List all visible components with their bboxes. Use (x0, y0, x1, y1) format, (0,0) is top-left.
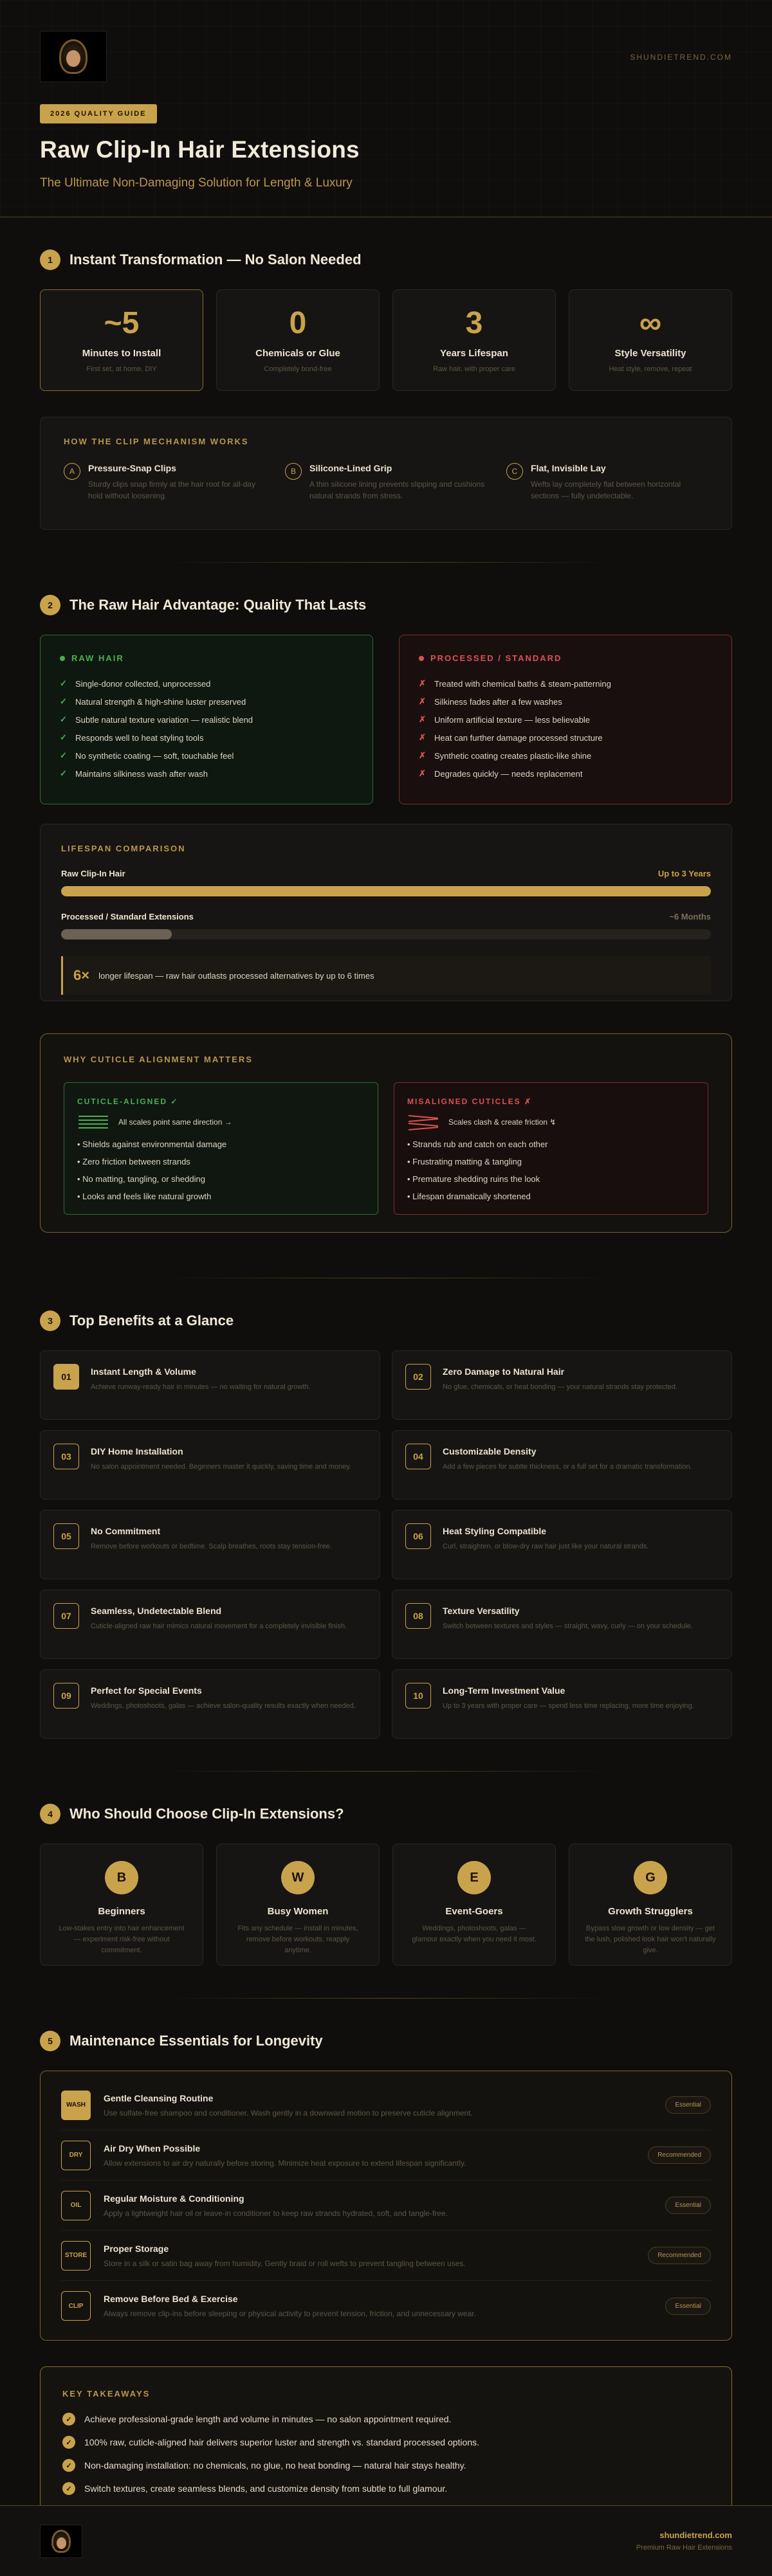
audience-title: Beginners (98, 1906, 145, 1917)
audience-card (569, 1844, 732, 1966)
bar-label: Raw Clip-In Hair (61, 869, 125, 878)
stat-value: 0 (289, 306, 307, 340)
check-icon: ✓ (60, 750, 67, 760)
progress-fill (61, 929, 172, 939)
benefit-card (392, 1510, 732, 1579)
benefit-number: 10 (405, 1683, 431, 1709)
benefit-number: 02 (405, 1364, 431, 1390)
stat-value: ∞ (639, 306, 662, 340)
audience-letter-badge: B (105, 1861, 138, 1894)
processed-hair-item (419, 693, 712, 711)
letter-badge: C (506, 463, 523, 480)
processed-hair-item (419, 747, 712, 765)
stat-sub: First set, at home, DIY (86, 365, 157, 373)
stat-label: Chemicals or Glue (255, 348, 340, 359)
stat-card (216, 289, 380, 391)
benefit-number: 07 (53, 1603, 79, 1629)
cuticle-misaligned-box (394, 1082, 708, 1215)
status-dot-icon (419, 656, 424, 661)
status-dot-icon (60, 656, 65, 661)
audience-title: Event-Goers (445, 1906, 503, 1917)
takeaway-item (62, 2431, 710, 2454)
check-icon: ✓ (62, 2459, 75, 2472)
benefit-number: 09 (53, 1683, 79, 1709)
section-maintenance (0, 2031, 772, 2541)
maintenance-text: Use sulfate-free shampoo and conditioner. Wash gently in a downward motion to preserve cuticle alignment. (104, 2108, 473, 2118)
maintenance-title: Gentle Cleansing Routine (104, 2092, 214, 2103)
check-icon: ✓ (62, 2436, 75, 2449)
processed-heading: PROCESSED / STANDARD (430, 653, 562, 663)
maintenance-title: Regular Moisture & Conditioning (104, 2193, 244, 2204)
raw-hair-item (60, 693, 353, 711)
check-icon: ✓ (62, 2413, 75, 2426)
cross-icon: ✗ (419, 678, 426, 688)
mechanism-title: Flat, Invisible Lay (531, 463, 606, 473)
takeaway-text: 100% raw, cuticle-aligned hair delivers superior luster and strength vs. standard processed options. (84, 2437, 479, 2447)
priority-badge: Recommended (648, 2247, 711, 2264)
cuticle-misaligned-item: • Premature shedding ruins the look (407, 1174, 540, 1184)
benefit-card (40, 1590, 380, 1659)
processed-hair-item (419, 675, 712, 693)
benefit-title: No Commitment (91, 1526, 161, 1536)
priority-badge: Essential (665, 2197, 711, 2214)
stat-sub: Completely bond-free (264, 365, 332, 373)
benefit-number: 01 (53, 1364, 79, 1390)
raw-hair-item (60, 729, 353, 747)
audience-grid (40, 1844, 732, 1966)
raw-hair-item-text: Responds well to heat styling tools (75, 732, 204, 743)
page-title: Raw Clip-In Hair Extensions (40, 136, 360, 163)
benefit-text: No glue, chemicals, or heat bonding — your natural strands stay protected. (443, 1383, 678, 1391)
benefits-grid (40, 1350, 732, 1739)
hero-header (0, 0, 772, 217)
benefit-text: Achieve runway-ready hair in minutes — no waiting for natural growth. (91, 1383, 311, 1391)
page-footer (0, 2505, 772, 2576)
check-icon: ✓ (60, 714, 67, 724)
stat-sub: Heat style, remove, repeat (609, 365, 692, 373)
clip-mechanism-panel (40, 417, 732, 530)
benefit-number: 05 (53, 1523, 79, 1549)
takeaways-caption: KEY TAKEAWAYS (62, 2389, 151, 2399)
mechanism-item (506, 463, 708, 502)
stat-sub: Raw hair, with proper care (433, 365, 515, 373)
audience-card (216, 1844, 380, 1966)
audience-letter-badge: W (281, 1861, 315, 1894)
section-title: Instant Transformation — No Salon Needed (69, 251, 362, 268)
footer-logo[interactable] (40, 2525, 82, 2558)
processed-hair-item-text: Degrades quickly — needs replacement (434, 768, 583, 779)
processed-hair-item (419, 711, 712, 729)
audience-letter-badge: E (457, 1861, 491, 1894)
benefit-text: No salon appointment needed. Beginners master it quickly, saving time and money. (91, 1463, 351, 1471)
bar-value: ~6 Months (669, 912, 711, 921)
benefit-number: 03 (53, 1444, 79, 1469)
bar-value: Up to 3 Years (657, 869, 711, 878)
cross-icon: ✗ (419, 732, 426, 742)
stat-value: 3 (465, 306, 483, 340)
benefit-text: Switch between textures and styles — straight, wavy, curly — on your schedule. (443, 1622, 693, 1630)
processed-hair-item-text: Treated with chemical baths & steam-patterning (434, 678, 611, 689)
stat-label: Years Lifespan (440, 348, 508, 359)
lifespan-note (61, 956, 711, 995)
benefit-number: 06 (405, 1523, 431, 1549)
processed-hair-item-text: Heat can further damage processed structure (434, 732, 603, 743)
misaligned-scales-icon (407, 1113, 439, 1131)
footer-url[interactable]: shundietrend.com (659, 2530, 732, 2540)
audience-card (40, 1844, 203, 1966)
benefit-title: DIY Home Installation (91, 1446, 183, 1456)
processed-hair-list (419, 675, 712, 783)
section-divider (161, 1998, 611, 1999)
cuticle-misaligned-heading: MISALIGNED CUTICLES ✗ (407, 1097, 533, 1106)
letter-badge: B (285, 463, 302, 480)
maintenance-list (40, 2071, 732, 2341)
maintenance-item (61, 2080, 711, 2130)
stat-card (392, 289, 556, 391)
mechanism-item (285, 463, 487, 502)
benefit-card (392, 1590, 732, 1659)
maintenance-icon: WASH (61, 2091, 91, 2120)
benefit-card (392, 1430, 732, 1500)
progress-fill (61, 886, 711, 896)
check-icon: ✓ (60, 732, 67, 742)
audience-card (392, 1844, 556, 1966)
processed-hair-item (419, 729, 712, 747)
check-icon: ✓ (62, 2482, 75, 2495)
cross-icon: ✗ (419, 714, 426, 724)
maintenance-text: Store in a silk or satin bag away from humidity. Gently braid or roll wefts to prevent tangling between uses. (104, 2258, 466, 2268)
section-divider (161, 562, 611, 563)
section-number: 2 (40, 595, 60, 615)
cuticle-aligned-heading: CUTICLE-ALIGNED ✓ (77, 1097, 179, 1106)
section-title: Maintenance Essentials for Longevity (69, 2033, 323, 2049)
quality-badge: 2026 QUALITY GUIDE (40, 104, 157, 123)
processed-hair-item-text: Synthetic coating creates plastic-like shine (434, 750, 592, 761)
mechanism-text: Sturdy clips snap firmly at the hair root for all-day hold without loosening. (88, 480, 256, 500)
cross-icon: ✗ (419, 768, 426, 778)
maintenance-icon: CLIP (61, 2291, 91, 2321)
raw-hair-item-text: Subtle natural texture variation — realistic blend (75, 714, 253, 725)
priority-badge: Essential (665, 2096, 711, 2114)
lifespan-bar-processed (61, 912, 711, 939)
brand-logo[interactable] (40, 31, 107, 82)
raw-hair-heading: RAW HAIR (71, 653, 124, 663)
benefit-title: Perfect for Special Events (91, 1685, 202, 1696)
lifespan-bar-raw (61, 869, 711, 896)
aligned-scales-icon (77, 1113, 109, 1131)
processed-hair-item-text: Silkiness fades after a few washes (434, 696, 562, 707)
section-raw-hair-advantage (0, 595, 772, 1233)
maintenance-text: Apply a lightweight hair oil or leave-in conditioner to keep raw strands hydrated, soft, and tangle-free. (104, 2208, 448, 2218)
cuticle-misaligned-item: • Frustrating matting & tangling (407, 1157, 522, 1166)
cuticle-misaligned-item: • Lifespan dramatically shortened (407, 1192, 531, 1201)
section-top-benefits (0, 1311, 772, 1739)
section-number: 3 (40, 1311, 60, 1331)
benefit-text: Up to 3 years with proper care — spend less time replacing, more time enjoying. (443, 1702, 694, 1710)
benefit-number: 04 (405, 1444, 431, 1469)
section-divider (161, 1771, 611, 1772)
stat-value: ~5 (104, 306, 140, 340)
maintenance-text: Always remove clip-ins before sleeping or physical activity to prevent tension, friction, and unnecessary wear. (104, 2309, 476, 2318)
check-icon: ✓ (60, 768, 67, 778)
maintenance-item (61, 2231, 711, 2281)
section-who-should-choose (0, 1804, 772, 1966)
mechanism-title: Silicone-Lined Grip (309, 463, 392, 473)
multiplier-value: 6× (73, 967, 90, 983)
cross-icon: ✗ (419, 750, 426, 760)
site-url[interactable]: SHUNDIETREND.COM (630, 53, 732, 62)
section-number: 4 (40, 1804, 60, 1824)
audience-title: Growth Strugglers (608, 1906, 693, 1917)
benefit-text: Weddings, photoshoots, galas — achieve salon-quality results exactly when needed. (91, 1702, 356, 1710)
takeaway-item (62, 2454, 710, 2477)
bar-label: Processed / Standard Extensions (61, 912, 194, 921)
stat-card (569, 289, 732, 391)
benefit-title: Heat Styling Compatible (443, 1526, 547, 1536)
section-title: Top Benefits at a Glance (69, 1312, 234, 1329)
check-icon: ✓ (60, 678, 67, 688)
raw-hair-item-text: Natural strength & high-shine luster preserved (75, 696, 246, 707)
raw-hair-item-text: Maintains silkiness wash after wash (75, 768, 208, 779)
benefit-card (40, 1350, 380, 1420)
cuticle-caption: WHY CUTICLE ALIGNMENT MATTERS (64, 1055, 253, 1064)
maintenance-title: Proper Storage (104, 2243, 169, 2254)
stats-grid (40, 289, 732, 391)
takeaway-text: Achieve professional-grade length and volume in minutes — no salon appointment required. (84, 2414, 452, 2424)
check-icon: ✓ (60, 696, 67, 706)
mechanism-title: Pressure-Snap Clips (88, 463, 176, 473)
raw-hair-item-text: No synthetic coating — soft, touchable feel (75, 750, 234, 761)
cuticle-misaligned-item: • Strands rub and catch on each other (407, 1139, 548, 1149)
maintenance-icon: DRY (61, 2141, 91, 2170)
benefit-number: 08 (405, 1603, 431, 1629)
benefit-title: Zero Damage to Natural Hair (443, 1366, 565, 1377)
section-number: 1 (40, 249, 60, 270)
benefit-text: Curl, straighten, or blow-dry raw hair just like your natural strands. (443, 1543, 649, 1550)
raw-hair-item (60, 765, 353, 783)
mechanism-text: A thin silicone lining prevents slipping and cushions natural strands from stress. (309, 480, 485, 500)
stat-label: Style Versatility (614, 348, 686, 359)
audience-title: Busy Women (267, 1906, 329, 1917)
stat-label: Minutes to Install (82, 348, 161, 359)
lifespan-comparison-panel (40, 824, 732, 1001)
cuticle-aligned-box (64, 1082, 378, 1215)
raw-hair-list (60, 675, 353, 783)
cuticle-aligned-list (77, 1136, 365, 1205)
processed-hair-item (419, 765, 712, 783)
takeaway-text: Non-damaging installation: no chemicals, no glue, no heat bonding — natural hair stays healthy. (84, 2460, 466, 2471)
benefit-title: Customizable Density (443, 1446, 537, 1456)
maintenance-title: Remove Before Bed & Exercise (104, 2294, 238, 2304)
raw-vs-processed (40, 635, 732, 804)
benefit-text: Remove before workouts or bedtime. Scalp breathes, roots stay tension-free. (91, 1543, 332, 1550)
benefit-card (40, 1669, 380, 1739)
benefit-card (392, 1669, 732, 1739)
benefit-card (392, 1350, 732, 1420)
cuticle-aligned-item: • No matting, tangling, or shedding (77, 1174, 205, 1184)
cuticle-misaligned-list (407, 1136, 695, 1205)
maintenance-item (61, 2281, 711, 2331)
maintenance-item (61, 2181, 711, 2231)
priority-badge: Essential (665, 2298, 711, 2315)
raw-hair-item-text: Single-donor collected, unprocessed (75, 678, 211, 689)
audience-text: Weddings, photoshoots, galas — glamour exactly when you need it most. (412, 1925, 537, 1943)
raw-hair-box (40, 635, 373, 804)
benefit-title: Instant Length & Volume (91, 1366, 196, 1377)
processed-hair-box (399, 635, 732, 804)
benefit-text: Cuticle-aligned raw hair mimics natural movement for a completely invisible finish. (91, 1622, 347, 1630)
maintenance-icon: OIL (61, 2191, 91, 2220)
section-title: Who Should Choose Clip-In Extensions? (69, 1806, 344, 1822)
processed-hair-item-text: Uniform artificial texture — less believable (434, 714, 591, 725)
audience-letter-badge: G (634, 1861, 667, 1894)
section-instant-transformation (0, 249, 772, 530)
takeaway-item (62, 2408, 710, 2431)
cross-icon: ✗ (419, 696, 426, 706)
raw-hair-item (60, 747, 353, 765)
cuticle-alignment-panel (40, 1033, 732, 1233)
mechanism-text: Wefts lay completely flat between horizontal sections — fully undetectable. (531, 480, 681, 500)
lifespan-caption: LIFESPAN COMPARISON (61, 844, 186, 853)
cuticle-aligned-diagram-text: All scales point same direction → (118, 1118, 232, 1127)
letter-badge: A (64, 463, 80, 480)
section-number: 5 (40, 2031, 60, 2051)
maintenance-text: Allow extensions to air dry naturally before storing. Minimize heat exposure to extend lifespan significantly. (104, 2158, 466, 2168)
benefit-title: Seamless, Undetectable Blend (91, 1606, 222, 1616)
cuticle-aligned-item: • Looks and feels like natural growth (77, 1192, 212, 1201)
raw-hair-item (60, 711, 353, 729)
takeaway-text: Switch textures, create seamless blends, and customize density from subtle to full glamour. (84, 2483, 448, 2494)
audience-text: Bypass slow growth or low density — get the lush, polished look hair won't naturally give. (585, 1925, 716, 1954)
section-title: The Raw Hair Advantage: Quality That Lasts (69, 597, 367, 613)
footer-tagline: Premium Raw Hair Extensions (636, 2544, 732, 2552)
page-subtitle: The Ultimate Non-Damaging Solution for Length & Luxury (40, 176, 353, 190)
cuticle-misaligned-diagram-text: Scales clash & create friction ↯ (448, 1118, 556, 1127)
takeaway-item (62, 2477, 710, 2500)
benefit-title: Texture Versatility (443, 1606, 520, 1616)
mechanism-caption: HOW THE CLIP MECHANISM WORKS (64, 437, 249, 446)
cuticle-aligned-item: • Zero friction between strands (77, 1157, 190, 1166)
stat-card (40, 289, 203, 391)
maintenance-icon: STORE (61, 2241, 91, 2271)
benefit-title: Long-Term Investment Value (443, 1685, 565, 1696)
maintenance-item (61, 2130, 711, 2181)
audience-text: Low-stakes entry into hair enhancement — experiment risk-free without commitment. (59, 1925, 185, 1954)
note-text: longer lifespan — raw hair outlasts processed alternatives by up to 6 times (98, 970, 374, 981)
benefit-card (40, 1430, 380, 1500)
maintenance-title: Air Dry When Possible (104, 2143, 201, 2154)
benefit-card (40, 1510, 380, 1579)
benefit-text: Add a few pieces for subtle thickness, or a full set for a dramatic transformation. (443, 1463, 692, 1471)
audience-text: Fits any schedule — install in minutes, remove before workouts, reapply anytime. (237, 1925, 358, 1954)
priority-badge: Recommended (648, 2146, 711, 2164)
mechanism-item (64, 463, 266, 502)
raw-hair-item (60, 675, 353, 693)
cuticle-aligned-item: • Shields against environmental damage (77, 1139, 227, 1149)
